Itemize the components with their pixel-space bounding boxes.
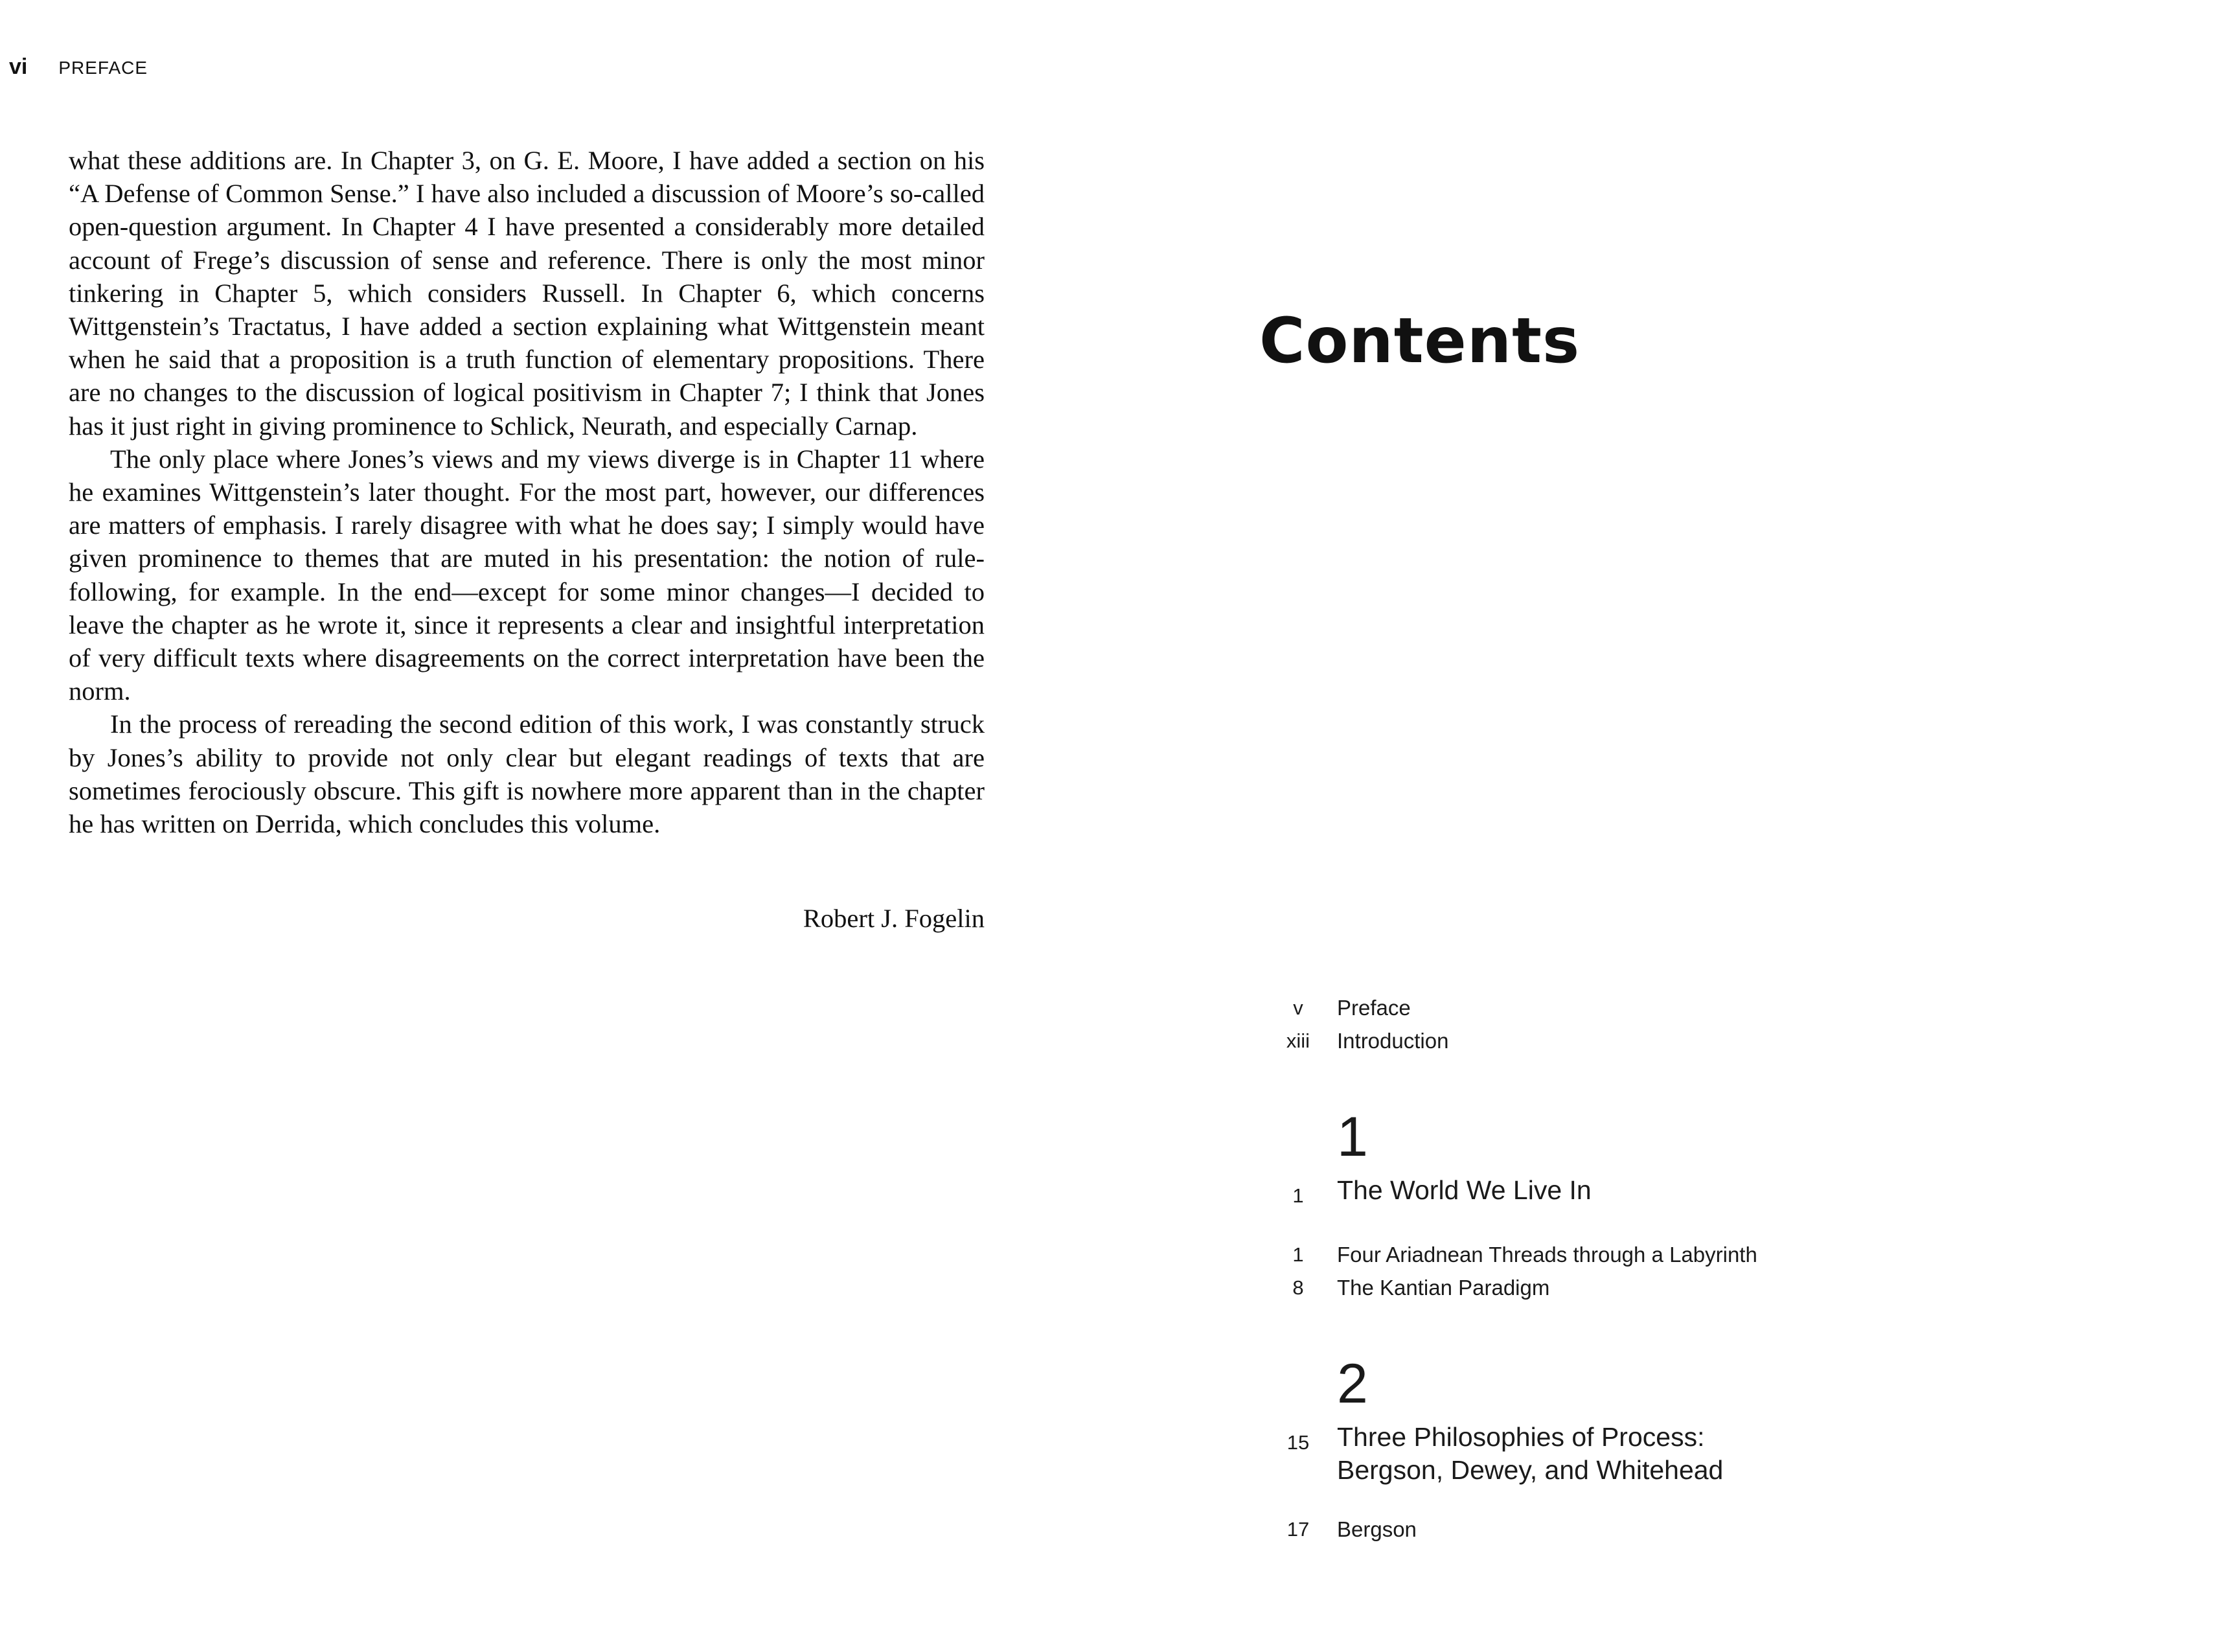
- toc-chapter-entry[interactable]: [1259, 1174, 1972, 1212]
- toc-section-entry[interactable]: [1259, 1513, 1972, 1546]
- section-title: Four Ariadnean Threads through a Labyrinth: [1337, 1243, 1757, 1267]
- running-head: [9, 54, 148, 80]
- chapter-title-line: Bergson, Dewey, and Whitehead: [1337, 1455, 1724, 1485]
- toc-entry-title: Introduction: [1337, 1029, 1449, 1053]
- toc-entry-title: Preface: [1337, 996, 1411, 1020]
- chapter-title-line: The World We Live In: [1337, 1175, 1592, 1205]
- section-title: Bergson: [1337, 1517, 1417, 1541]
- running-head-title: PREFACE: [58, 58, 148, 78]
- toc-chapter-entry[interactable]: [1259, 1421, 1972, 1487]
- toc-page-number: v: [1293, 996, 1303, 1019]
- toc-entry-introduction[interactable]: [1259, 1024, 1972, 1057]
- chapter-title: [1337, 1174, 1972, 1207]
- table-of-contents: [1259, 991, 1972, 1546]
- paragraph: In the process of rereading the second edition of this work, I was constantly struck by Jones’s ability to provide not only clear but elegant readings of texts that are sometimes ferociously obscure. This gift is nowhere more apparent than in the chapter he has written on Derrida, which concludes this volume.: [69, 709, 985, 839]
- author-signature: Robert J. Fogelin: [803, 904, 985, 933]
- toc-section-entry[interactable]: [1259, 1238, 1972, 1271]
- paragraph: what these additions are. In Chapter 3, on G. E. Moore, I have added a section on his “A Defense of Common Sense.” I have also included a discussion of Moore’s so-called open-question argument. In Chapter 4 I have presented a considerably more detailed account of Frege’s discussion of sense and reference. There is only the most minor tinkering in Chapter 5, which considers Russell. In Chapter 6, which concerns Wittgenstein’s Tractatus, I have added a section explaining what Wittgenstein meant when he said that a proposition is a truth function of elementary propositions. There are no changes to the discussion of logical positivism in Chapter 7; I think that Jones has it just right in giving prominence to Schlick, Neurath, and especially Carnap.: [69, 146, 985, 441]
- right-page: [1101, 0, 2216, 1652]
- toc-page-number: 1: [1292, 1184, 1304, 1207]
- chapter-title: [1337, 1421, 1972, 1487]
- chapter-title-line: Three Philosophies of Process:: [1337, 1422, 1705, 1452]
- chapter-number: 1: [1337, 1106, 1368, 1168]
- contents-heading: Contents: [1259, 304, 1581, 377]
- toc-entry-preface[interactable]: [1259, 991, 1972, 1024]
- preface-body: [69, 144, 985, 840]
- chapter-number: 2: [1337, 1353, 1368, 1415]
- toc-page-number: xiii: [1286, 1029, 1310, 1052]
- toc-page-number: 17: [1286, 1518, 1310, 1541]
- paragraph: The only place where Jones’s views and my views diverge is in Chapter 11 where he examines Wittgenstein’s later thought. For the most part, however, our differences are matters of emphasis. I rarely disagree with what he does say; I simply would have given prominence to themes that are muted in his presentation: the notion of rule-following, for example. In the end—except for some minor changes—I decided to leave the chapter as he wrote it, since it represents a clear and insightful interpretation of very difficult texts where disagreements on the correct interpretation have been the norm.: [69, 444, 985, 706]
- toc-section-entry[interactable]: [1259, 1271, 1972, 1304]
- toc-page-number: 15: [1286, 1431, 1310, 1454]
- toc-page-number: 1: [1292, 1243, 1304, 1266]
- section-title: The Kantian Paradigm: [1337, 1276, 1550, 1300]
- left-page: [0, 0, 1101, 1652]
- page-number: vi: [9, 54, 28, 79]
- toc-page-number: 8: [1292, 1276, 1304, 1299]
